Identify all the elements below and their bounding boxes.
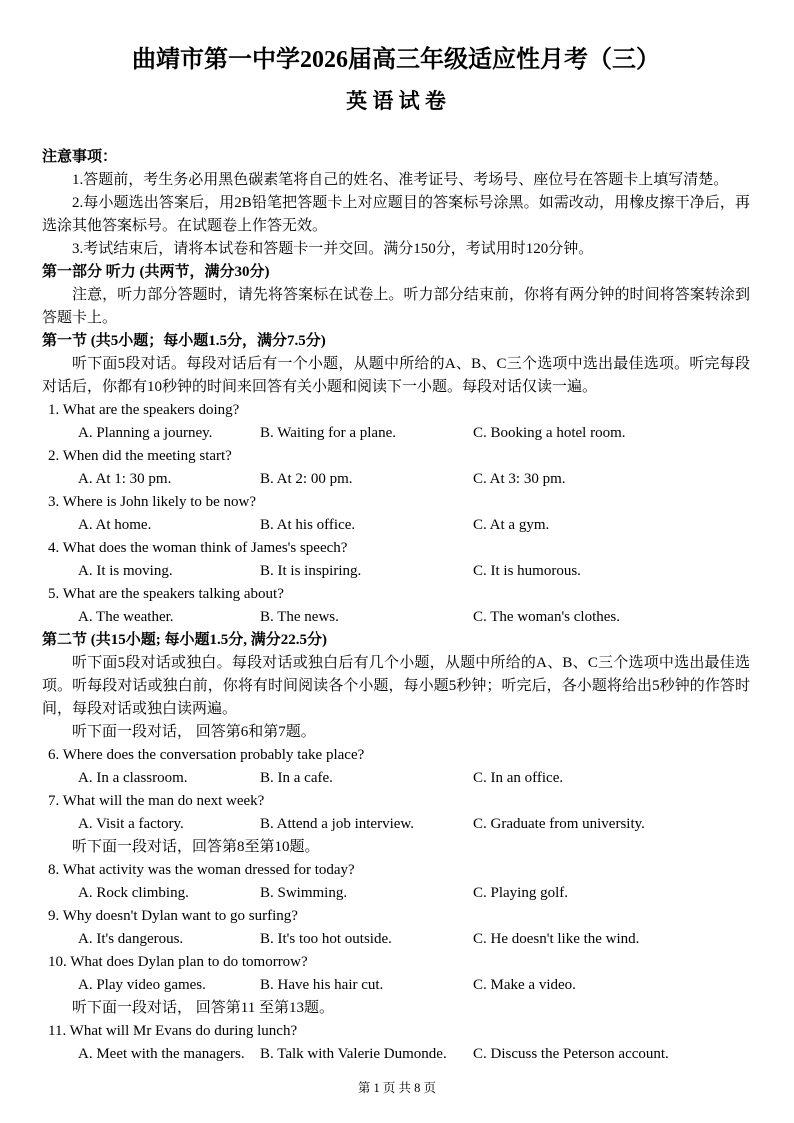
question-4-option-b: B. It is inspiring. (260, 563, 362, 579)
question-9 (42, 905, 750, 951)
question-3 (42, 491, 750, 537)
question-4-options (42, 560, 750, 583)
notice-item-3: 3.考试结束后，请将本试卷和答题卡一并交回。满分150分，考试用时120分钟。 (72, 241, 594, 257)
question-7-text: 7. What will the man do next week? (48, 793, 265, 809)
question-1-text: 1. What are the speakers doing? (48, 402, 240, 418)
question-2-options (42, 468, 750, 491)
question-5-option-a: A. The weather. (78, 609, 174, 625)
question-2 (42, 445, 750, 491)
question-6-option-a: A. In a classroom. (78, 770, 188, 786)
question-8-option-b: B. Swimming. (260, 885, 348, 901)
question-9-option-a: A. It's dangerous. (78, 931, 184, 947)
section2-instructions: 听下面5段对话或独白。每段对话或独白后有几个小题，从题中所给的A、B、C三个选项中选出最佳选项。听每段对话或独白前，你将有时间阅读各个小题，每小题5秒钟；听完后，各小题将给出5秒钟的作答时间，每段对话或独白读两遍。 (42, 655, 750, 717)
question-1-option-a: A. Planning a journey. (78, 425, 213, 441)
question-4-text: 4. What does the woman think of James's speech? (48, 540, 348, 556)
question-11-option-a: A. Meet with the managers. (78, 1046, 245, 1062)
dialogue-intro-q6-q7: 听下面一段对话， 回答第6和第7题。 (72, 724, 316, 740)
question-6-option-c: C. In an office. (473, 770, 564, 786)
question-7-option-b: B. Attend a job interview. (260, 816, 414, 832)
question-6-option-b: B. In a cafe. (260, 770, 333, 786)
part1-heading: 第一部分 听力 (共两节，满分30分) (42, 264, 270, 280)
question-10-options (42, 974, 750, 997)
question-8 (42, 859, 750, 905)
question-8-text: 8. What activity was the woman dressed for today? (48, 862, 355, 878)
question-3-text: 3. Where is John likely to be now? (48, 494, 257, 510)
page-footer: 第 1 页 共 8 页 (357, 1081, 437, 1095)
question-8-options (42, 882, 750, 905)
question-3-option-a: A. At home. (78, 517, 152, 533)
question-3-option-c: C. At a gym. (473, 517, 550, 533)
question-8-option-a: A. Rock climbing. (78, 885, 189, 901)
question-2-option-b: B. At 2: 00 pm. (260, 471, 353, 487)
page-title: 曲靖市第一中学2026届高三年级适应性月考（三） (132, 47, 660, 73)
page-subtitle: 英 语 试 卷 (346, 89, 446, 113)
question-7 (42, 790, 750, 836)
question-6-options (42, 767, 750, 790)
question-2-text: 2. When did the meeting start? (48, 448, 232, 464)
question-2-option-c: C. At 3: 30 pm. (473, 471, 566, 487)
question-11-text: 11. What will Mr Evans do during lunch? (48, 1023, 298, 1039)
question-10-option-a: A. Play video games. (78, 977, 206, 993)
question-7-option-c: C. Graduate from university. (473, 816, 645, 832)
question-4-option-a: A. It is moving. (78, 563, 173, 579)
question-10-text: 10. What does Dylan plan to do tomorrow? (48, 954, 308, 970)
question-1-options (42, 422, 750, 445)
question-11-option-c: C. Discuss the Peterson account. (473, 1046, 669, 1062)
question-3-options (42, 514, 750, 537)
question-5 (42, 583, 750, 629)
question-7-options (42, 813, 750, 836)
notice-heading: 注意事项： (42, 149, 118, 165)
question-9-option-c: C. He doesn't like the wind. (473, 931, 640, 947)
question-4-option-c: C. It is humorous. (473, 563, 581, 579)
question-9-text: 9. Why doesn't Dylan want to go surfing? (48, 908, 298, 924)
question-4 (42, 537, 750, 583)
question-1-option-c: C. Booking a hotel room. (473, 425, 626, 441)
question-3-option-b: B. At his office. (260, 517, 356, 533)
notice-item-2: 2.每小题选出答案后，用2B铅笔把答题卡上对应题目的答案标号涂黑。如需改动，用橡皮擦干净后，再选涂其他答案标号。在试题卷上作答无效。 (42, 195, 750, 234)
question-10 (42, 951, 750, 997)
section1-instructions: 听下面5段对话。每段对话后有一个小题，从题中所给的A、B、C三个选项中选出最佳选项。听完每段对话后，你都有10秒钟的时间来回答有关小题和阅读下一小题。每段对话仅读一遍。 (42, 356, 750, 395)
question-7-option-a: A. Visit a factory. (78, 816, 184, 832)
question-2-option-a: A. At 1: 30 pm. (78, 471, 172, 487)
question-1 (42, 399, 750, 445)
question-9-option-b: B. It's too hot outside. (260, 931, 392, 947)
question-5-option-c: C. The woman's clothes. (473, 609, 620, 625)
notice-item-1: 1.答题前，考生务必用黑色碳素笔将自己的姓名、准考证号、考场号、座位号在答题卡上填写清楚。 (72, 172, 729, 188)
question-5-option-b: B. The news. (260, 609, 339, 625)
question-1-option-b: B. Waiting for a plane. (260, 425, 396, 441)
question-8-option-c: C. Playing golf. (473, 885, 569, 901)
question-11 (42, 1020, 750, 1066)
exam-content (42, 146, 750, 1066)
question-6 (42, 744, 750, 790)
section1-heading: 第一节 (共5小题；每小题1.5分，满分7.5分) (42, 333, 326, 349)
dialogue-intro-q8-q10: 听下面一段对话，回答第8至第10题。 (72, 839, 320, 855)
question-6-text: 6. Where does the conversation probably take place? (48, 747, 365, 763)
question-11-option-b: B. Talk with Valerie Dumonde. (260, 1046, 447, 1062)
question-5-options (42, 606, 750, 629)
question-10-option-c: C. Make a video. (473, 977, 576, 993)
part1-note: 注意，听力部分答题时，请先将答案标在试卷上。听力部分结束前，你将有两分钟的时间将答案转涂到答题卡上。 (42, 287, 750, 326)
question-10-option-b: B. Have his hair cut. (260, 977, 384, 993)
question-9-options (42, 928, 750, 951)
question-11-options (42, 1043, 750, 1066)
question-5-text: 5. What are the speakers talking about? (48, 586, 284, 602)
section2-heading: 第二节 (共15小题; 每小题1.5分, 满分22.5分) (42, 632, 327, 648)
dialogue-intro-q11-q13: 听下面一段对话， 回答第11 至第13题。 (72, 1000, 334, 1016)
